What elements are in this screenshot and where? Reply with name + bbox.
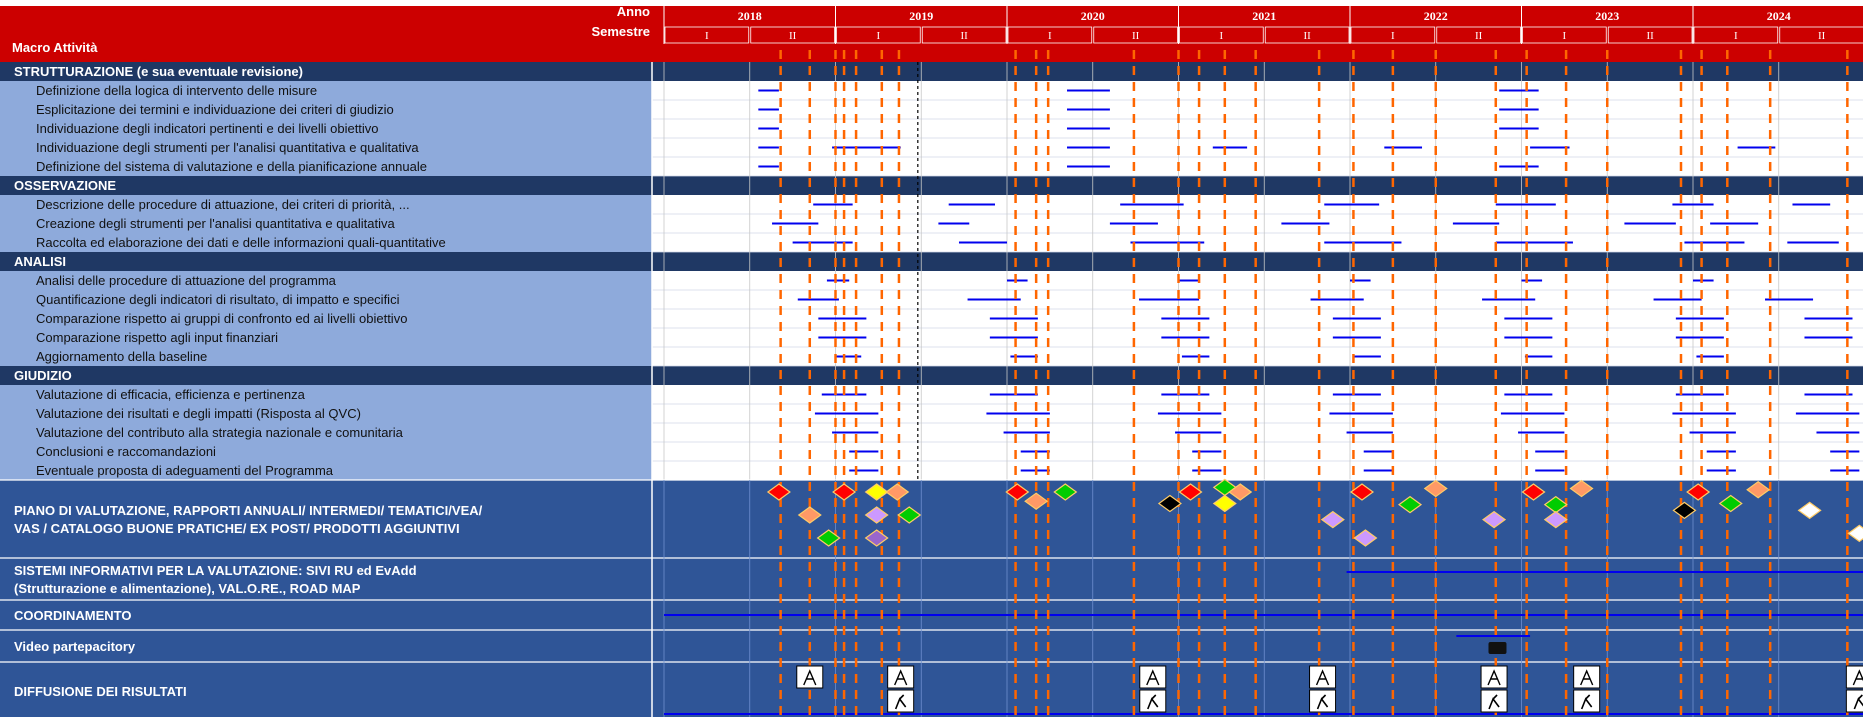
bottom-row-band bbox=[0, 630, 1863, 662]
semester-label: II bbox=[1131, 30, 1140, 42]
section-label: GIUDIZIO bbox=[14, 368, 72, 383]
semester-label: I bbox=[705, 30, 709, 42]
macro-attivita-label: Macro Attività bbox=[12, 40, 98, 55]
task-label: Individuazione degli strumenti per l'analisi quantitativa e qualitativa bbox=[36, 140, 419, 155]
semester-label: I bbox=[1219, 30, 1224, 42]
semestre-label: Semestre bbox=[591, 24, 650, 39]
year-label: 2018 bbox=[737, 9, 762, 23]
task-label: Descrizione delle procedure di attuazione, dei criteri di priorità, ... bbox=[36, 197, 410, 212]
task-label: Comparazione rispetto ai gruppi di confronto ed ai livelli obiettivo bbox=[36, 311, 408, 326]
semester-label: I bbox=[1734, 30, 1738, 42]
year-label: 2021 bbox=[1252, 9, 1277, 23]
semester-label: II bbox=[1646, 30, 1654, 42]
semester-label: I bbox=[1562, 30, 1567, 42]
macro-header-band bbox=[0, 44, 1863, 62]
task-label: Aggiornamento della baseline bbox=[36, 349, 208, 364]
semester-label: II bbox=[960, 30, 968, 42]
semester-label: I bbox=[1048, 30, 1052, 42]
section-band bbox=[0, 366, 1863, 385]
year-label: 2022 bbox=[1423, 9, 1448, 23]
semester-label: II bbox=[1817, 30, 1826, 42]
task-label: Valutazione di efficacia, efficienza e pertinenza bbox=[36, 387, 305, 402]
task-label: Raccolta ed elaborazione dei dati e delle informazioni quali-quantitative bbox=[36, 235, 446, 250]
year-label: 2019 bbox=[909, 9, 934, 23]
anno-label: Anno bbox=[616, 4, 650, 19]
year-label: 2020 bbox=[1080, 9, 1105, 23]
section-label: STRUTTURAZIONE (e sua eventuale revisione) bbox=[14, 64, 303, 79]
task-label: Definizione della logica di intervento delle misure bbox=[36, 83, 318, 98]
task-label: Comparazione rispetto agli input finanziari bbox=[36, 330, 279, 345]
task-label: Esplicitazione dei termini e individuazione dei criteri di giudizio bbox=[36, 102, 394, 117]
task-label: Individuazione degli indicatori pertinenti e dei livelli obiettivo bbox=[36, 121, 379, 136]
task-label: Valutazione dei risultati e degli impatti (Risposta al QVC) bbox=[36, 406, 361, 421]
task-label: Analisi delle procedure di attuazione del programma bbox=[36, 273, 336, 288]
section-label: ANALISI bbox=[14, 254, 66, 269]
bottom-row-label: DIFFUSIONE DEI RISULTATI bbox=[14, 684, 187, 699]
task-label: Quantificazione degli indicatori di risultato, di impatto e specifici bbox=[36, 292, 400, 307]
bottom-row-label: SISTEMI INFORMATIVI PER LA VALUTAZIONE: SIVI RU ed EvAdd (Strutturazione e alimentazione), VAL.O.RE., ROAD MAP bbox=[14, 563, 417, 596]
task-label: Eventuale proposta di adeguamenti del Programma bbox=[36, 463, 334, 478]
semester-label: II bbox=[1474, 30, 1483, 42]
section-label: OSSERVAZIONE bbox=[14, 178, 117, 193]
antenna-icon bbox=[1846, 666, 1863, 688]
year-label: 2024 bbox=[1766, 9, 1791, 23]
section-band bbox=[0, 252, 1863, 271]
bottom-row-label: PIANO DI VALUTAZIONE, RAPPORTI ANNUALI/ INTERMEDI/ TEMATICI/VEA/ VAS / CATALOGO BUONE PRATICHE/ EX POST/ PRODOTTI AGGIUNTIVI bbox=[14, 503, 483, 536]
section-band bbox=[0, 176, 1863, 195]
semester-label: I bbox=[876, 30, 881, 42]
task-label: Definizione del sistema di valutazione e della pianificazione annuale bbox=[36, 159, 427, 174]
task-label: Valutazione del contributo alla strategia nazionale e comunitaria bbox=[36, 425, 403, 440]
year-label: 2023 bbox=[1595, 9, 1620, 23]
task-label: Creazione degli strumenti per l'analisi quantitativa e qualitativa bbox=[36, 216, 395, 231]
semester-label: II bbox=[788, 30, 797, 42]
semester-label: II bbox=[1303, 30, 1311, 42]
video-camera-icon bbox=[1488, 642, 1506, 654]
task-label: Conclusioni e raccomandazioni bbox=[36, 444, 216, 459]
bottom-row-label: Video partepacitory bbox=[14, 639, 136, 654]
bottom-row-label: COORDINAMENTO bbox=[14, 608, 132, 623]
semester-label: I bbox=[1391, 30, 1395, 42]
